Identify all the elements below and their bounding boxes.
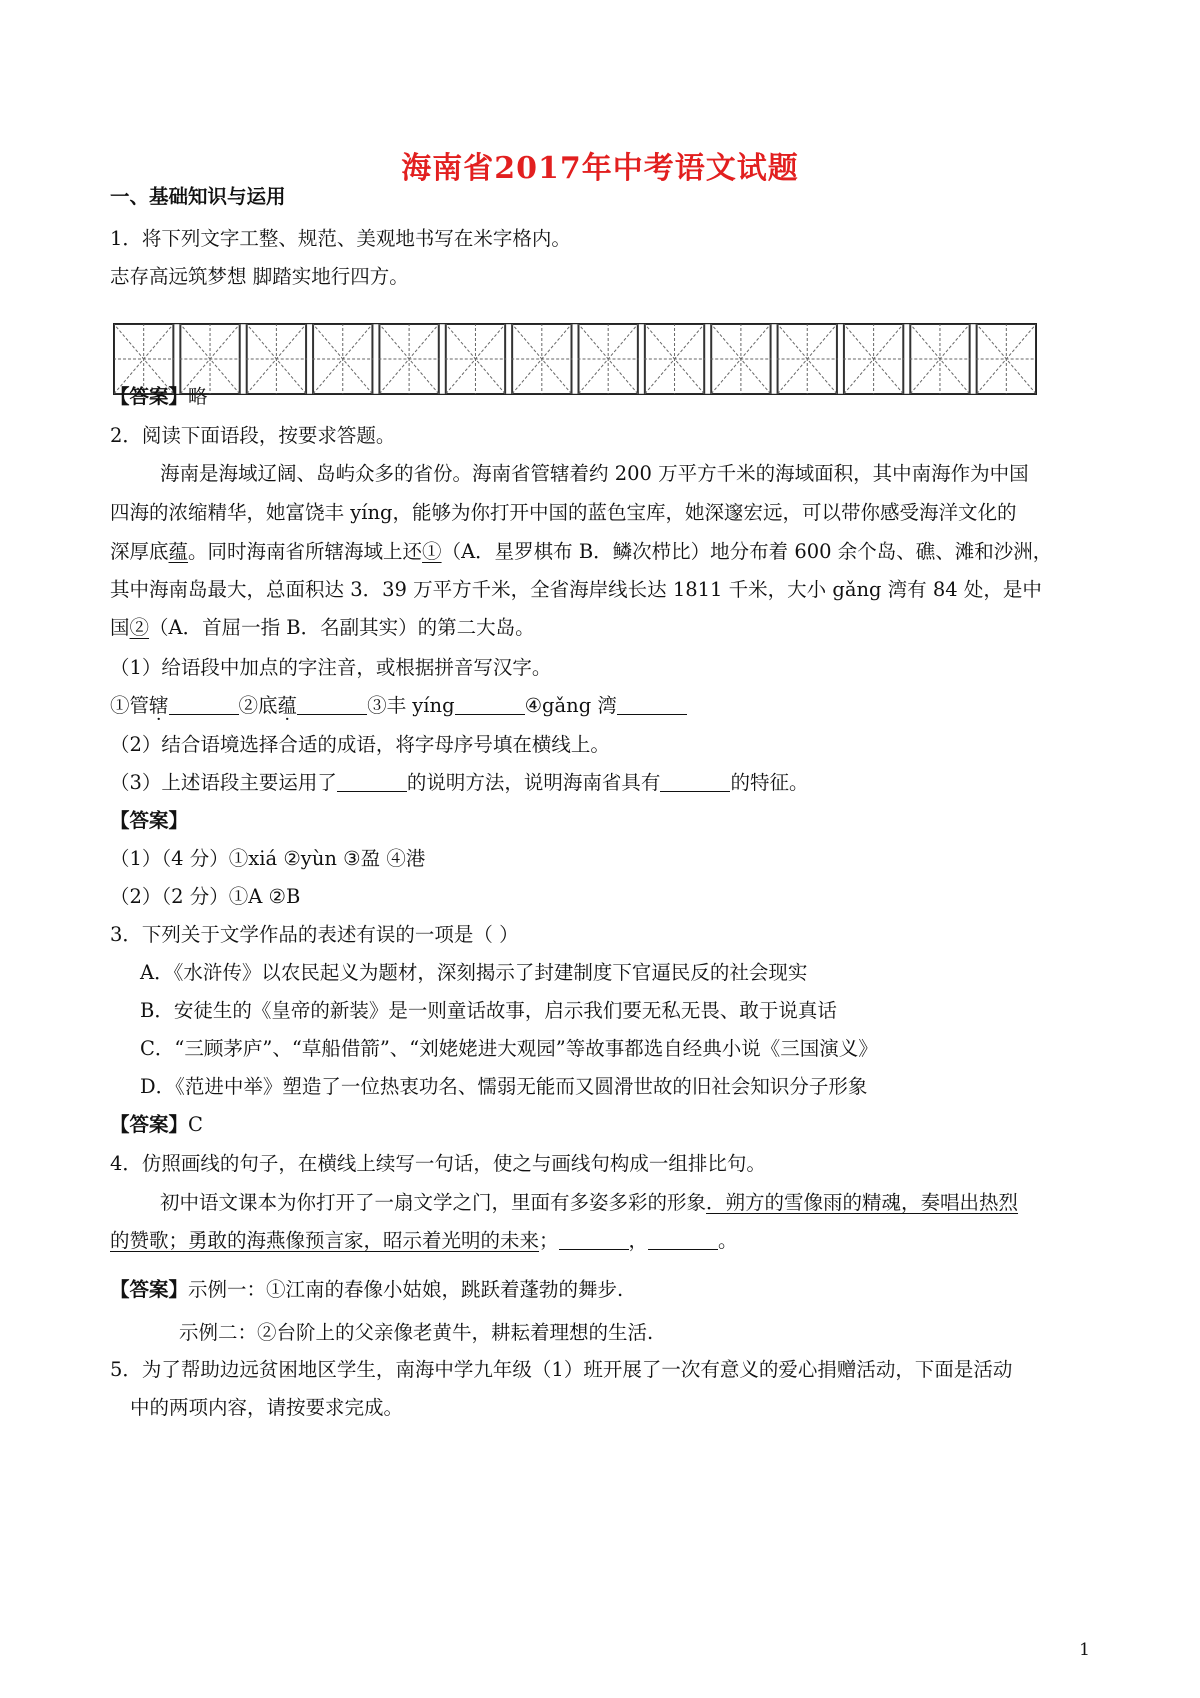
q2-sub3 bbox=[110, 769, 808, 797]
text-span: 深厚底 bbox=[110, 540, 169, 563]
q3-option-a: A．《水浒传》以农民起义为题材，深刻揭示了封建制度下官逼民反的社会现实 bbox=[140, 961, 808, 984]
grid-cell bbox=[511, 323, 572, 395]
answer-text: 示例一：①江南的春像小姑娘，跳跃着蓬勃的舞步. bbox=[188, 1278, 624, 1301]
dotted-char: 蕴 bbox=[277, 694, 298, 717]
grid-cell bbox=[777, 323, 838, 395]
q2-stem: 2．阅读下面语段，按要求答题。 bbox=[110, 424, 396, 447]
q4-answer-1 bbox=[110, 1276, 623, 1304]
grid-cell bbox=[578, 323, 639, 395]
q3-option-b: B．安徒生的《皇帝的新装》是一则童话故事，启示我们要无私无畏、敢于说真话 bbox=[140, 999, 837, 1022]
answer-blank[interactable] bbox=[455, 694, 525, 715]
answer-label: 【答案】 bbox=[110, 1278, 189, 1301]
q1-text: 志存高远筑梦想 脚踏实地行四方。 bbox=[110, 265, 409, 288]
answer-blank[interactable] bbox=[617, 694, 687, 715]
q4-stem: 4．仿照画线的句子，在横线上续写一句话，使之与画线句构成一组排比句。 bbox=[110, 1152, 766, 1175]
blank-marker-2: ② bbox=[129, 616, 150, 639]
q3-answer bbox=[110, 1111, 203, 1139]
q4-paragraph-line-1 bbox=[160, 1189, 1018, 1217]
underlined-sentence: ．朔方的雪像雨的精魂，奏唱出热烈 bbox=[706, 1191, 1019, 1214]
q1-stem: 1．将下列文字工整、规范、美观地书写在米字格内。 bbox=[110, 227, 571, 250]
grid-cell bbox=[644, 323, 705, 395]
underlined-sentence: 的赞歌；勇敢的海燕像预言家，昭示着光明的未来 bbox=[110, 1229, 540, 1252]
q2-answer-2: （2）（2 分）①A ②B bbox=[110, 885, 301, 908]
grid-cell bbox=[909, 323, 970, 395]
text-span: （A．星罗棋布 B．鳞次栉比）地分布着 600 余个岛、礁、滩和沙洲， bbox=[441, 540, 1053, 563]
text-span: ②底 bbox=[238, 694, 278, 717]
q1-answer bbox=[110, 383, 208, 411]
mizige-writing-grid bbox=[113, 323, 1037, 395]
text-span: ④gǎng 湾 bbox=[524, 694, 617, 717]
text-span: 。 bbox=[718, 1229, 738, 1252]
grid-cell bbox=[710, 323, 771, 395]
text-span: 。同时海南省所辖海域上还 bbox=[188, 540, 423, 563]
text-span: ； bbox=[539, 1229, 559, 1252]
answer-blank[interactable] bbox=[169, 694, 239, 715]
answer-blank[interactable] bbox=[297, 694, 367, 715]
answer-blank[interactable] bbox=[337, 771, 407, 792]
q2-answer-label: 【答案】 bbox=[110, 809, 189, 832]
q5-stem-line-2: 中的两项内容，请按要求完成。 bbox=[130, 1396, 404, 1419]
answer-text: 略 bbox=[188, 385, 208, 408]
grid-cell bbox=[445, 323, 506, 395]
page-title: 海南省2017年中考语文试题 bbox=[401, 151, 799, 186]
page-number: 1 bbox=[1079, 1640, 1090, 1660]
section-heading: 一、基础知识与运用 bbox=[110, 185, 286, 208]
answer-blank[interactable] bbox=[648, 1229, 718, 1250]
q2-sub2: （2）结合语境选择合适的成语，将字母序号填在横线上。 bbox=[110, 733, 610, 756]
grid-cell bbox=[246, 323, 307, 395]
text-span: （A．首屈一指 B．名副其实）的第二大岛。 bbox=[149, 616, 535, 639]
text-span: 的特征。 bbox=[730, 771, 809, 794]
q2-paragraph-line-5 bbox=[110, 614, 535, 642]
q2-paragraph-line-3 bbox=[110, 538, 1052, 566]
answer-label: 【答案】 bbox=[110, 385, 189, 408]
q2-sub1: （1）给语段中加点的字注音，或根据拼音写汉字。 bbox=[110, 656, 552, 679]
grid-cell bbox=[378, 323, 439, 395]
answer-blank[interactable] bbox=[660, 771, 730, 792]
blank-marker-1: ① bbox=[422, 540, 442, 563]
text-span: （3）上述语段主要运用了 bbox=[110, 771, 337, 794]
grid-cell bbox=[976, 323, 1037, 395]
text-span: 初中语文课本为你打开了一扇文学之门，里面有多姿多彩的形象 bbox=[160, 1191, 707, 1214]
text-span: 国 bbox=[110, 616, 130, 639]
dotted-char: 辖 bbox=[149, 694, 169, 717]
text-span: ①管 bbox=[110, 694, 150, 717]
q2-answer-1: （1）（4 分）①xiá ②yùn ③盈 ④港 bbox=[110, 847, 426, 870]
answer-label: 【答案】 bbox=[110, 1113, 189, 1136]
text-span: 的说明方法，说明海南省具有 bbox=[406, 771, 661, 794]
q2-paragraph-line-1: 海南是海域辽阔、岛屿众多的省份。海南省管辖着约 200 万平方千米的海域面积，其中南海作为中国 bbox=[160, 462, 1029, 485]
dotted-char: 蕴 bbox=[168, 540, 189, 563]
q2-fill-blanks bbox=[110, 692, 687, 720]
text-span: ， bbox=[628, 1229, 649, 1252]
q4-paragraph-line-2 bbox=[110, 1227, 738, 1255]
grid-cell bbox=[312, 323, 373, 395]
text-span: ③丰 yíng bbox=[367, 694, 455, 717]
answer-text: C bbox=[188, 1113, 203, 1136]
grid-cell bbox=[843, 323, 904, 395]
q2-paragraph-line-4: 其中海南岛最大，总面积达 3．39 万平方千米，全省海岸线长达 1811 千米，大小 gǎng 湾有 84 处，是中 bbox=[110, 578, 1042, 601]
q3-option-c: C．“三顾茅庐”、“草船借箭”、“刘姥姥进大观园”等故事都选自经典小说《三国演义》 bbox=[140, 1037, 878, 1060]
q2-paragraph-line-2: 四海的浓缩精华，她富饶丰 yíng，能够为你打开中国的蓝色宝库，她深邃宏远，可以带你感受海洋文化的 bbox=[110, 501, 1017, 524]
q4-answer-2: 示例二：②台阶上的父亲像老黄牛，耕耘着理想的生活. bbox=[179, 1321, 654, 1344]
q3-option-d: D．《范进中举》塑造了一位热衷功名、懦弱无能而又圆滑世故的旧社会知识分子形象 bbox=[140, 1075, 868, 1098]
q5-stem-line-1: 5．为了帮助边远贫困地区学生，南海中学九年级（1）班开展了一次有意义的爱心捐赠活动，下面是活动 bbox=[110, 1358, 1013, 1381]
q3-stem: 3．下列关于文学作品的表述有误的一项是（ ） bbox=[110, 923, 519, 946]
answer-blank[interactable] bbox=[559, 1229, 629, 1250]
